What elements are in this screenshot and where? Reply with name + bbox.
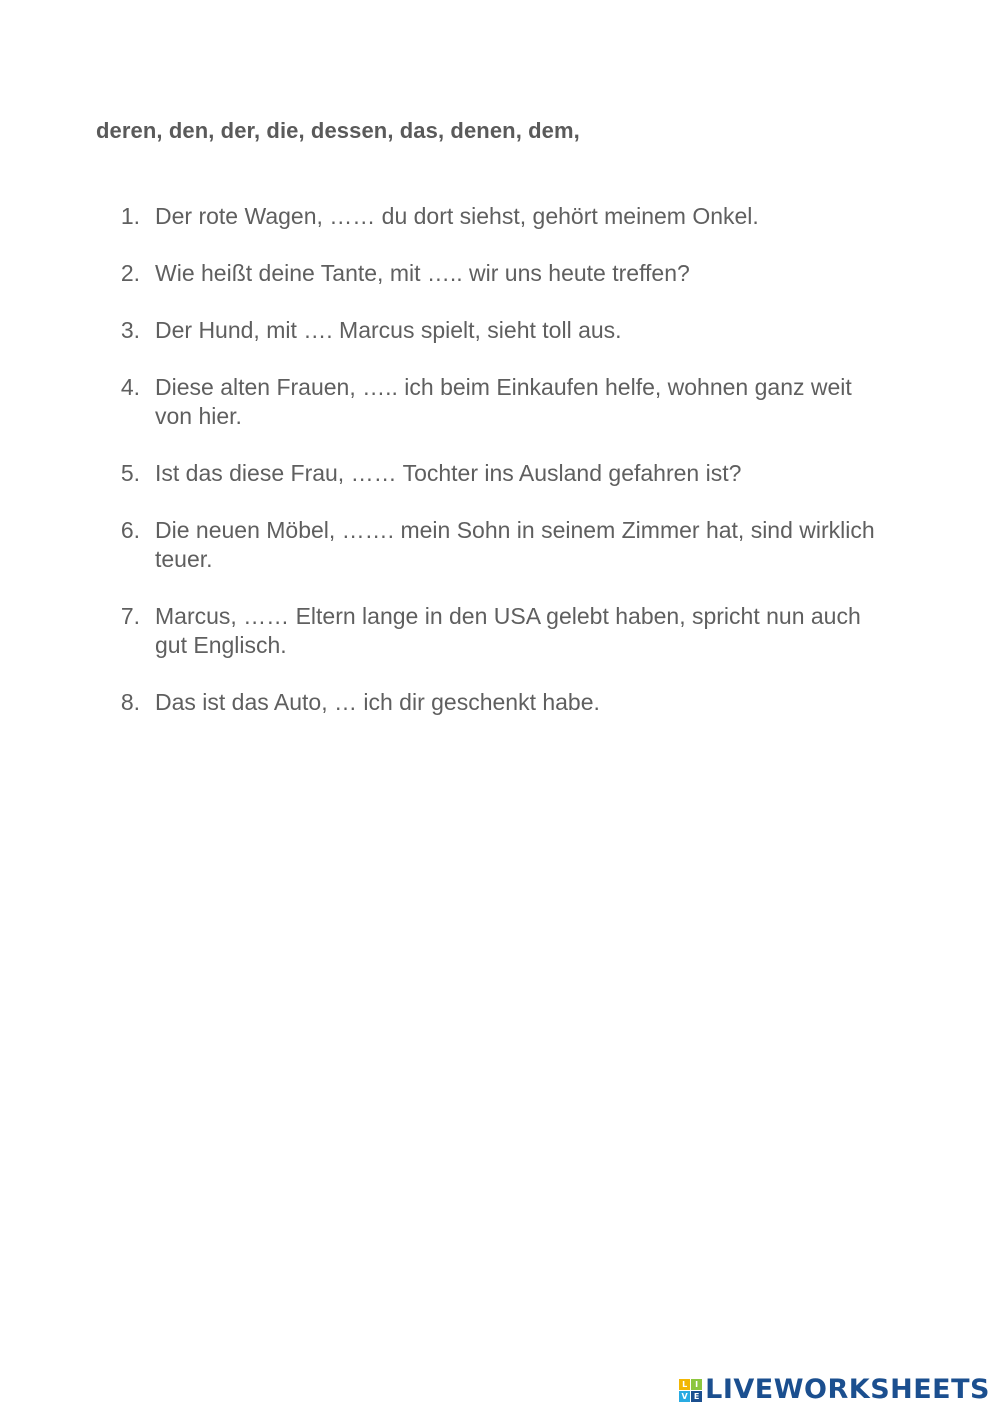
exercise-item (110, 316, 880, 345)
logo-block-i: I (691, 1379, 702, 1390)
exercise-item (110, 516, 880, 574)
exercise-item (110, 459, 880, 488)
item-text: Der rote Wagen, …… du dort siehst, gehört meinem Onkel. (155, 203, 759, 229)
item-number: 4. (120, 374, 140, 400)
item-number: 5. (120, 460, 140, 486)
item-text: Der Hund, mit …. Marcus spielt, sieht toll aus. (155, 317, 622, 343)
item-number: 2. (120, 260, 140, 286)
item-text: Wie heißt deine Tante, mit ….. wir uns heute treffen? (155, 260, 690, 286)
word-bank: deren, den, der, die, dessen, das, denen, dem, (96, 118, 580, 143)
logo-block-v: V (679, 1391, 690, 1402)
item-number: 3. (120, 317, 140, 343)
item-number: 8. (120, 689, 140, 715)
exercise-item (110, 373, 880, 431)
exercise-list (110, 202, 880, 745)
logo-block-l: L (679, 1379, 690, 1390)
item-text: Marcus, …… Eltern lange in den USA gelebt haben, spricht nun auch gut Englisch. (155, 603, 861, 658)
item-text: Ist das diese Frau, …… Tochter ins Ausland gefahren ist? (155, 460, 742, 486)
exercise-item (110, 259, 880, 288)
liveworksheets-logo[interactable] (679, 1375, 990, 1405)
item-number: 6. (120, 517, 140, 543)
logo-block-e: E (691, 1391, 702, 1402)
exercise-item (110, 688, 880, 717)
logo-blocks-icon (679, 1379, 702, 1402)
logo-text: LIVEWORKSHEETS (705, 1374, 990, 1405)
item-number: 7. (120, 603, 140, 629)
item-text: Diese alten Frauen, ….. ich beim Einkaufen helfe, wohnen ganz weit von hier. (155, 374, 852, 429)
exercise-item (110, 202, 880, 231)
item-text: Das ist das Auto, … ich dir geschenkt habe. (155, 689, 600, 715)
item-number: 1. (120, 203, 140, 229)
exercise-item (110, 602, 880, 660)
item-text: Die neuen Möbel, ……. mein Sohn in seinem Zimmer hat, sind wirklich teuer. (155, 517, 875, 572)
